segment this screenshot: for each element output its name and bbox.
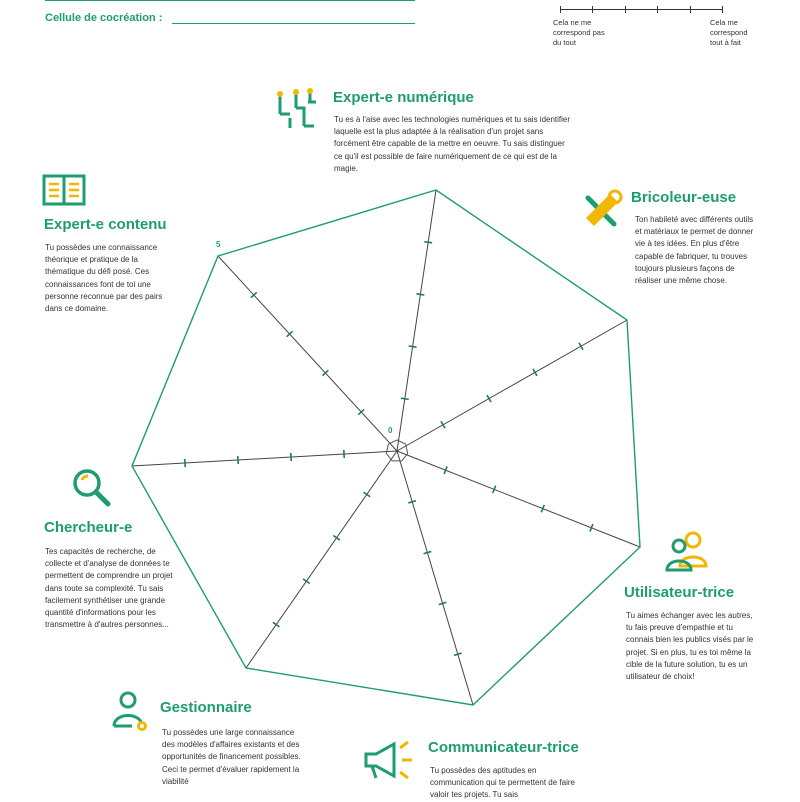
radar-max-label: 5 xyxy=(216,240,221,249)
radar-axis-6 xyxy=(218,256,397,451)
radar-axis-1 xyxy=(397,320,627,451)
radar-tick xyxy=(424,242,432,243)
scale-left-caption: Cela ne me correspond pas du tout xyxy=(553,18,605,48)
profile-desc-expert-numerique: Tu es à l'aise avec les technologies numériques et tu sais identifier laquelle est la plus adaptée à la réalisation d'un projet sans forcément être capable de la mettre en oeuvre. Tu sais distinguer ce qu'il est possible de faire numériquement de ce qui est de la magie. xyxy=(334,114,574,175)
tools-icon xyxy=(580,188,624,232)
scale-right-caption: Cela me correspond tout à fait xyxy=(710,18,762,48)
radar-tick xyxy=(441,421,445,428)
radar-axis-5 xyxy=(132,451,397,466)
profile-title-expert-numerique: Expert-e numérique xyxy=(333,89,474,106)
radar-tick xyxy=(416,294,424,295)
megaphone-icon xyxy=(362,738,416,782)
profile-desc-chercheur: Tes capacités de recherche, de collecte et d'analyse de données te permettent de comprendre un projet dans toute sa complexité. Tu sais facilement synthétiser une grande quantité d'informations pour les transmettre à d'autres personnes... xyxy=(45,546,175,631)
radar-tick xyxy=(364,492,371,497)
profile-desc-gestionnaire: Tu possèdes une large connaissance des modèles d'affaires existants et des opportunités de financement possibles. Ceci te permet d'évaluer rapidement la viabilité xyxy=(162,727,302,788)
profile-title-communicateur: Communicateur-trice xyxy=(428,739,579,756)
profile-title-utilisateur: Utilisateur-trice xyxy=(624,584,734,601)
radar-axis-2 xyxy=(397,451,640,547)
radar-axis-0 xyxy=(397,190,436,451)
radar-tick xyxy=(333,536,340,541)
manager-icon xyxy=(110,690,152,734)
profile-desc-communicateur: Tu possèdes des aptitudes en communication qui te permettent de faire valoir tes projets. Tu sais xyxy=(430,765,590,802)
radar-tick xyxy=(273,622,280,627)
profile-title-expert-contenu: Expert-e contenu xyxy=(44,216,167,233)
book-icon xyxy=(42,174,86,208)
magnifier-icon xyxy=(70,466,114,510)
radar-tick xyxy=(408,501,416,503)
profile-desc-utilisateur: Tu aimes échanger avec les autres, tu fais preuve d'empathie et tu connais bien les publics visés par le projet. Si en plus, tu es toi même la cible de la future solution, tu es un utilisateur de choix! xyxy=(626,610,756,683)
radar-tick xyxy=(409,346,417,347)
radar-tick xyxy=(454,653,462,655)
profile-desc-expert-contenu: Tu possèdes une connaissance théorique et pratique de la thématique du défi posé. Ces connaissances font de toi une personne reconnue par des pairs dans ce domaine. xyxy=(45,242,177,315)
radar-tick xyxy=(303,579,310,584)
radar-axis-3 xyxy=(397,451,473,705)
profile-title-chercheur: Chercheur-e xyxy=(44,519,132,536)
profile-desc-bricoleur: Ton habileté avec différents outils et matériaux te permet de donner vie à tes idées. En plus d'être capable de fabriquer, tu trouves toujours plusieurs façons de réaliser une même chose. xyxy=(635,214,760,287)
radar-tick xyxy=(579,343,583,350)
radar-axis-4 xyxy=(246,451,397,668)
radar-tick xyxy=(533,369,537,376)
profile-title-bricoleur: Bricoleur-euse xyxy=(631,189,736,206)
radar-tick xyxy=(487,395,491,402)
radar-tick xyxy=(424,551,432,553)
radar-tick xyxy=(401,398,409,399)
circuit-icon xyxy=(274,88,318,132)
profile-title-gestionnaire: Gestionnaire xyxy=(160,699,252,716)
radar-outer-polygon xyxy=(132,190,640,705)
users-icon xyxy=(664,530,712,572)
cellule-label: Cellule de cocréation : xyxy=(45,12,162,24)
radar-tick xyxy=(439,602,447,604)
radar-min-label: 0 xyxy=(388,426,393,435)
